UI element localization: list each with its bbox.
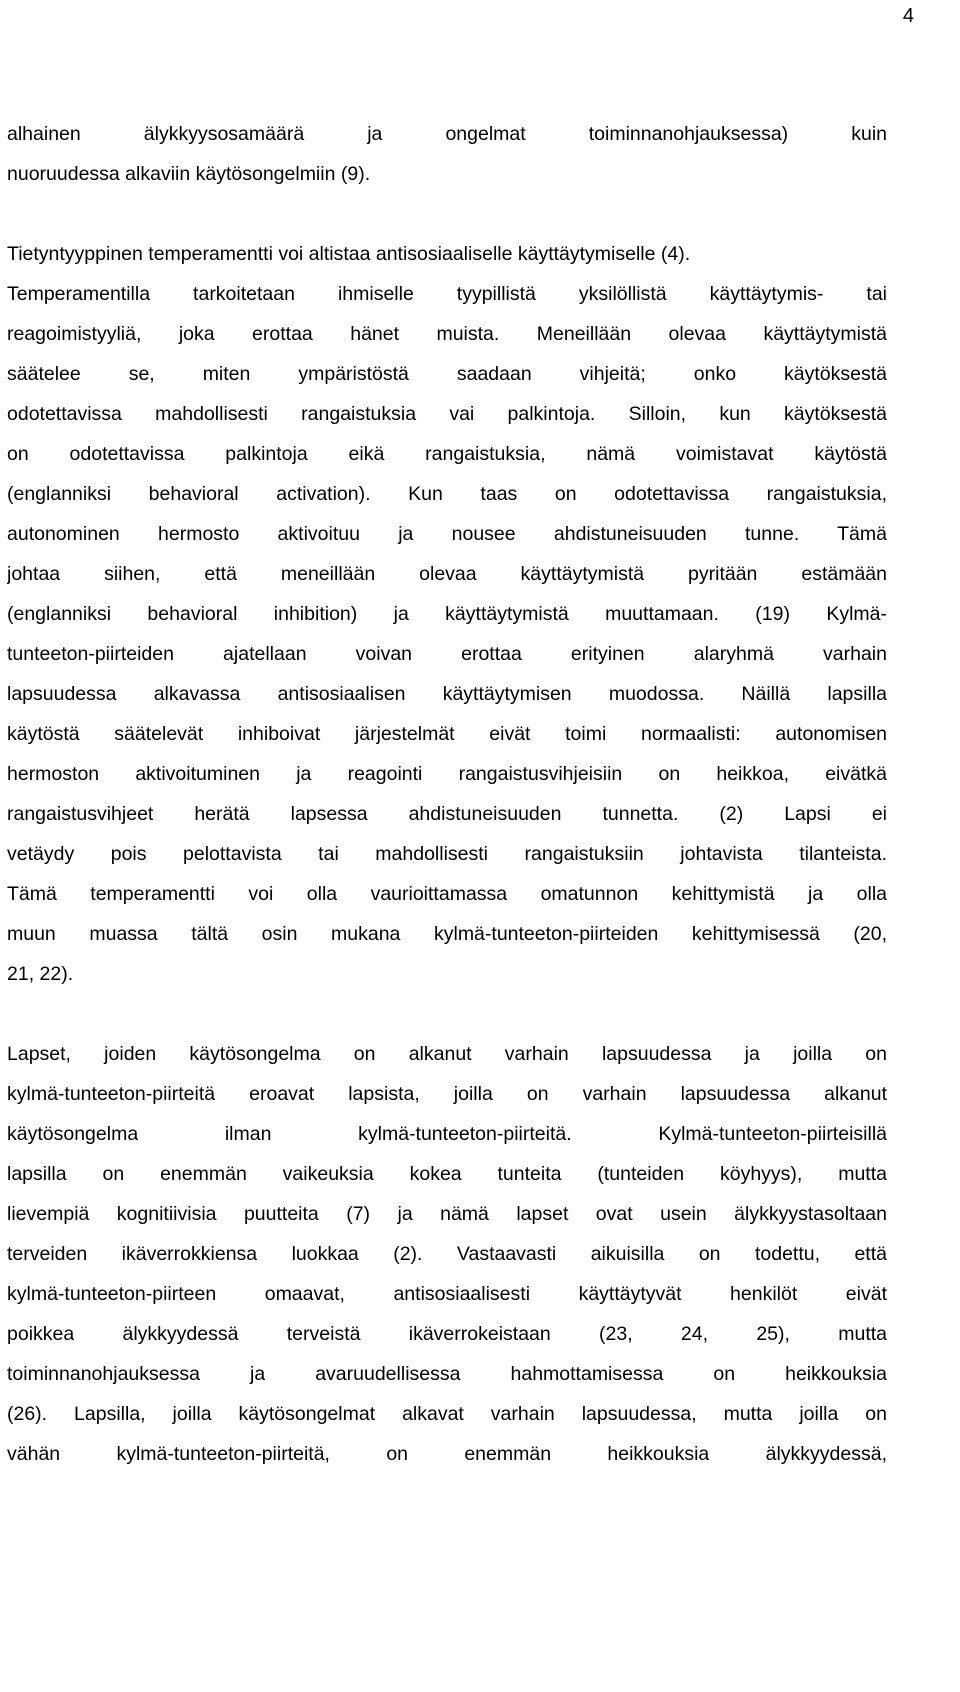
text-line: käytösongelma ilman kylmä-tunteeton-piirteitä. Kylmä-tunteeton-piirteisillä: [7, 1123, 887, 1145]
text-line: kylmä-tunteeton-piirteitä eroavat lapsista, joilla on varhain lapsuudessa alkanut: [7, 1083, 887, 1105]
paragraph: [7, 1038, 887, 1478]
text-line: Lapset, joiden käytösongelma on alkanut varhain lapsuudessa ja joilla on: [7, 1043, 887, 1065]
paragraph: [7, 118, 887, 198]
text-line: 21, 22).: [7, 963, 74, 985]
text-line: autonominen hermosto aktivoituu ja nousee ahdistuneisuuden tunne. Tämä: [7, 523, 887, 545]
text-line: lievempiä kognitiivisia puutteita (7) ja nämä lapset ovat usein älykkyystasoltaan: [7, 1203, 887, 1225]
text-line: Tietyntyyppinen temperamentti voi altistaa antisosiaaliselle käyttäytymiselle (4).: [7, 243, 691, 265]
text-line: hermoston aktivoituminen ja reagointi rangaistusvihjeisiin on heikkoa, eivätkä: [7, 763, 887, 785]
text-line: Temperamentilla tarkoitetaan ihmiselle tyypillistä yksilöllistä käyttäytymis- tai: [7, 283, 887, 305]
text-line: (englanniksi behavioral activation). Kun taas on odotettavissa rangaistuksia,: [7, 483, 887, 505]
text-line: säätelee se, miten ympäristöstä saadaan vihjeitä; onko käytöksestä: [7, 363, 887, 385]
text-line: johtaa siihen, että meneillään olevaa käyttäytymistä pyritään estämään: [7, 563, 887, 585]
text-line: nuoruudessa alkaviin käytösongelmiin (9).: [7, 163, 371, 185]
text-line: käytöstä säätelevät inhiboivat järjestelmät eivät toimi normaalisti: autonomisen: [7, 723, 887, 745]
text-line: rangaistusvihjeet herätä lapsessa ahdistuneisuuden tunnetta. (2) Lapsi ei: [7, 803, 887, 825]
text-line: toiminnanohjauksessa ja avaruudellisessa hahmottamisessa on heikkouksia: [7, 1363, 887, 1385]
text-line: lapsuudessa alkavassa antisosiaalisen käyttäytymisen muodossa. Näillä lapsilla: [7, 683, 887, 705]
text-line: poikkea älykkyydessä terveistä ikäverrokeistaan (23, 24, 25), mutta: [7, 1323, 887, 1345]
text-line: on odotettavissa palkintoja eikä rangaistuksia, nämä voimistavat käytöstä: [7, 443, 887, 465]
text-line: vetäydy pois pelottavista tai mahdollisesti rangaistuksiin johtavista tilanteista.: [7, 843, 887, 865]
text-line: odotettavissa mahdollisesti rangaistuksia vai palkintoja. Silloin, kun käytöksestä: [7, 403, 887, 425]
text-line: terveiden ikäverrokkiensa luokkaa (2). Vastaavasti aikuisilla on todettu, että: [7, 1243, 887, 1265]
text-line: tunteeton-piirteiden ajatellaan voivan erottaa erityinen alaryhmä varhain: [7, 643, 887, 665]
text-line: lapsilla on enemmän vaikeuksia kokea tunteita (tunteiden köyhyys), mutta: [7, 1163, 887, 1185]
text-line: Tämä temperamentti voi olla vaurioittamassa omatunnon kehittymistä ja olla: [7, 883, 887, 905]
text-line: vähän kylmä-tunteeton-piirteitä, on enemmän heikkouksia älykkyydessä,: [7, 1443, 887, 1465]
text-line: (englanniksi behavioral inhibition) ja käyttäytymistä muuttamaan. (19) Kylmä-: [7, 603, 887, 625]
text-line: alhainen älykkyysosamäärä ja ongelmat toiminnanohjauksessa) kuin: [7, 123, 887, 145]
document-body: [7, 118, 887, 1478]
paragraph: [7, 238, 887, 998]
page-number: 4: [902, 5, 914, 27]
text-line: reagoimistyyliä, joka erottaa hänet muista. Meneillään olevaa käyttäytymistä: [7, 323, 887, 345]
text-line: (26). Lapsilla, joilla käytösongelmat alkavat varhain lapsuudessa, mutta joilla on: [7, 1403, 887, 1425]
text-line: kylmä-tunteeton-piirteen omaavat, antisosiaalisesti käyttäytyvät henkilöt eivät: [7, 1283, 887, 1305]
text-line: muun muassa tältä osin mukana kylmä-tunteeton-piirteiden kehittymisessä (20,: [7, 923, 887, 945]
